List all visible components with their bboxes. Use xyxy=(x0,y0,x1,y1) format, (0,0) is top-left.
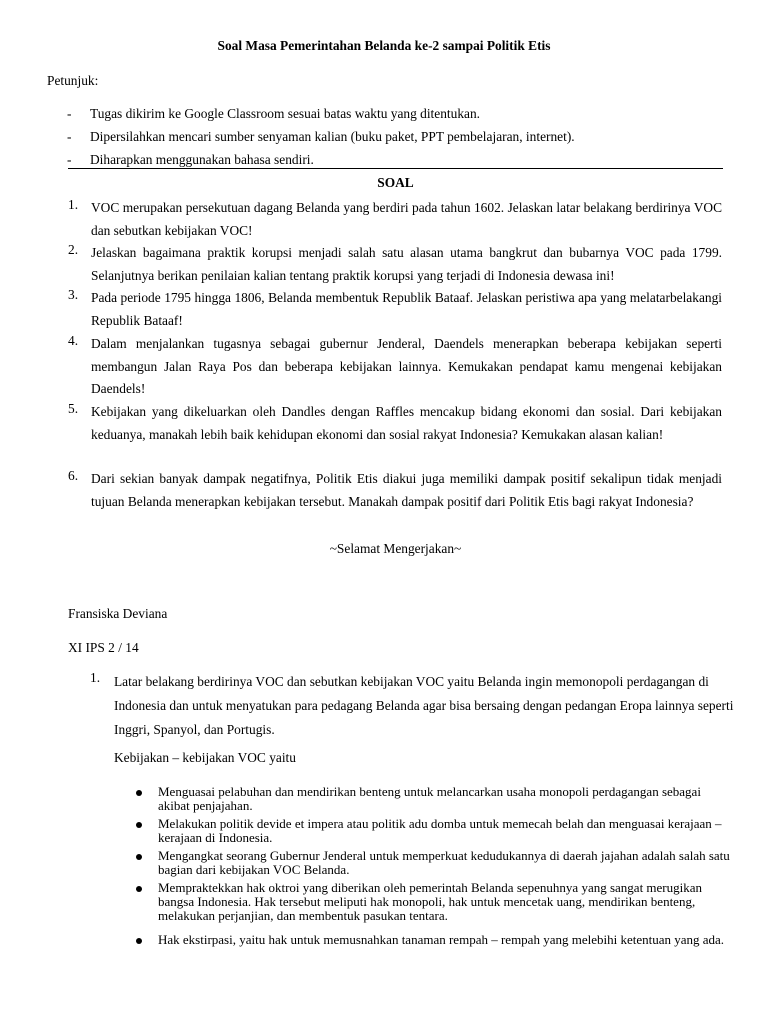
closing-text: ~Selamat Mengerjakan~ xyxy=(329,541,462,556)
divider-line xyxy=(68,168,723,169)
instruction-dash: - xyxy=(67,106,72,121)
bullet-icon xyxy=(136,938,142,944)
policy-text: Menguasai pelabuhan dan mendirikan benteng untuk melancarkan usaha monopoli perdagangan sebagai akibat penjajahan. xyxy=(158,784,701,813)
document-title: Soal Masa Pemerintahan Belanda ke-2 sampai Politik Etis xyxy=(217,38,551,53)
policy-heading: Kebijakan – kebijakan VOC yaitu xyxy=(114,750,296,765)
bullet-icon xyxy=(136,854,142,860)
question-number: 4. xyxy=(68,333,79,348)
question-text: Dari sekian banyak dampak negatifnya, Politik Etis diakui juga memiliki dampak positif sekalipun tidak menjadi tujuan Belanda menerapkan kebijakan tersebut. Manakah dampak positif dari Politik Etis bagi rakyat Indonesia? xyxy=(91,471,722,509)
question-number: 6. xyxy=(68,468,79,483)
instructions-label: Petunjuk: xyxy=(47,73,99,88)
instruction-dash: - xyxy=(67,152,72,167)
question-text: Dalam menjalankan tugasnya sebagai gubernur Jenderal, Daendels menerapkan beberapa kebijakan seperti membangun Jalan Raya Pos dan beberapa kebijakan lainnya. Kemukakan pendapat kamu mengenai kebijakan Daendels! xyxy=(91,336,722,396)
instruction-text: Tugas dikirim ke Google Classroom sesuai batas waktu yang ditentukan. xyxy=(90,106,481,121)
question-number: 2. xyxy=(68,242,79,257)
bullet-icon xyxy=(136,790,142,796)
question-number: 1. xyxy=(68,197,79,212)
question-text: Kebijakan yang dikeluarkan oleh Dandles dengan Raffles mencakup bidang ekonomi dan sosial. Dari kebijakan keduanya, manakah lebih baik kehidupan ekonomi dan sosial rakyat Indonesia? Kemukakan alasan kalian! xyxy=(91,404,722,442)
policy-text: Mempraktekkan hak oktroi yang diberikan oleh pemerintah Belanda sepenuhnya yang sangat merugikan bangsa Indonesia. Hak tersebut meliputi hak monopoli, hak untuk mencetak uang, mendirikan benteng, melakukan perjanjian, dan membentuk pasukan tentara. xyxy=(158,880,703,923)
student-class: XI IPS 2 / 14 xyxy=(68,640,139,655)
answer-text: Latar belakang berdirinya VOC dan sebutkan kebijakan VOC yaitu Belanda ingin memonopoli perdagangan di Indonesia dan untuk menyatukan para pedagang Belanda agar bisa bersaing dengan pedangan Eropa lainnya seperti Inggri, Spanyol, dan Portugis. xyxy=(114,674,734,737)
instruction-text: Dipersilahkan mencari sumber senyaman kalian (buku paket, PPT pembelajaran, internet). xyxy=(90,129,575,144)
policy-text: Hak ekstirpasi, yaitu hak untuk memusnahkan tanaman rempah – rempah yang melebihi ketentuan yang ada. xyxy=(158,932,725,947)
question-number: 3. xyxy=(68,287,79,302)
policy-text: Mengangkat seorang Gubernur Jenderal untuk memperkuat kedudukannya di daerah jajahan adalah salah satu bagian dari kebijakan VOC Belanda. xyxy=(158,848,730,877)
question-text: Jelaskan bagaimana praktik korupsi menjadi salah satu alasan utama bangkrut dan bubarnya VOC pada 1799. Selanjutnya berikan penilaian kalian tentang praktik korupsi yang terjadi di Indonesia dewasa ini! xyxy=(91,245,722,283)
instruction-text: Diharapkan menggunakan bahasa sendiri. xyxy=(90,152,314,167)
soal-heading: SOAL xyxy=(377,175,414,190)
answer-number: 1. xyxy=(90,670,101,685)
student-name: Fransiska Deviana xyxy=(68,606,168,621)
bullet-icon xyxy=(136,886,142,892)
question-text: VOC merupakan persekutuan dagang Belanda yang berdiri pada tahun 1602. Jelaskan latar belakang berdirinya VOC dan sebutkan kebijakan VOC! xyxy=(91,200,722,238)
bullet-icon xyxy=(136,822,142,828)
policy-text: Melakukan politik devide et impera atau politik adu domba untuk memecah belah dan menguasai kerajaan – kerajaan di Indonesia. xyxy=(158,816,722,845)
instruction-dash: - xyxy=(67,129,72,144)
question-number: 5. xyxy=(68,401,79,416)
question-text: Pada periode 1795 hingga 1806, Belanda membentuk Republik Bataaf. Jelaskan peristiwa apa yang melatarbelakangi Republik Bataaf! xyxy=(91,290,722,328)
